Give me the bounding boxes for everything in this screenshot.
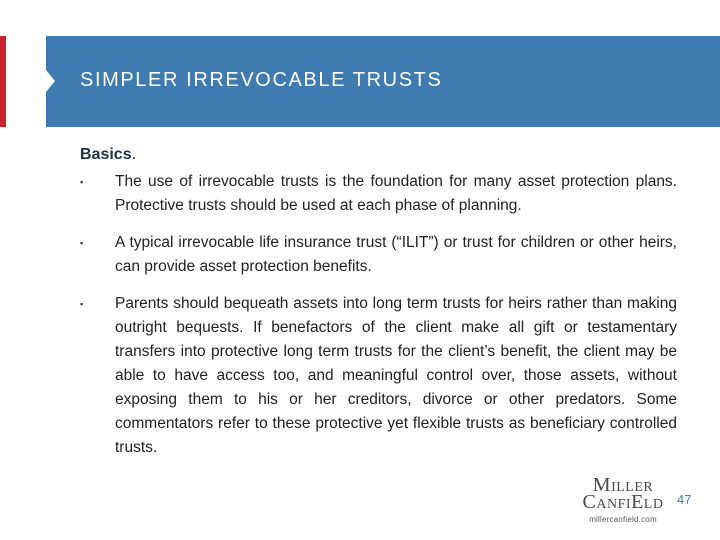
bullet-list	[80, 170, 677, 473]
section-label-text: Basics	[80, 146, 132, 163]
miller-canfield-logo	[580, 474, 666, 524]
bullet-text: A typical irrevocable life insurance trust (“ILIT”) or trust for children or other heirs, can provide asset protection benefits.	[115, 234, 677, 275]
square-bullet-icon: ▪	[80, 299, 84, 309]
logo-url: millercanfield.com	[589, 515, 657, 524]
square-bullet-icon: ▪	[80, 238, 84, 248]
bullet-text: The use of irrevocable trusts is the foundation for many asset protection plans. Protective trusts should be used at each phase of planning.	[115, 173, 677, 214]
page-number: 47	[677, 492, 692, 507]
slide-title: SIMPLER IRREVOCABLE TRUSTS	[80, 69, 443, 91]
accent-red-bar	[0, 36, 6, 127]
bullet-item	[80, 292, 677, 460]
section-label-suffix: .	[131, 146, 137, 163]
section-label	[80, 146, 136, 164]
bullet-item	[80, 170, 677, 218]
bullet-item	[80, 231, 677, 279]
logo-line-canfield: CANFIELD	[582, 491, 664, 513]
header-notch-arrow	[46, 70, 55, 92]
bullet-text: Parents should bequeath assets into long term trusts for heirs rather than making outright bequests. If benefactors of the client make all gift or testamentary transfers into protective long term trusts for the client’s benefit, the client may be able to have access too, and meaningful control over, those assets, without exposing them to his or her creditors, divorce or other predators. Some commentators refer to these protective yet flexible trusts as beneficiary controlled trusts.	[115, 295, 677, 456]
square-bullet-icon: ▪	[80, 177, 84, 187]
logo-line-miller: MILLER	[592, 474, 654, 496]
